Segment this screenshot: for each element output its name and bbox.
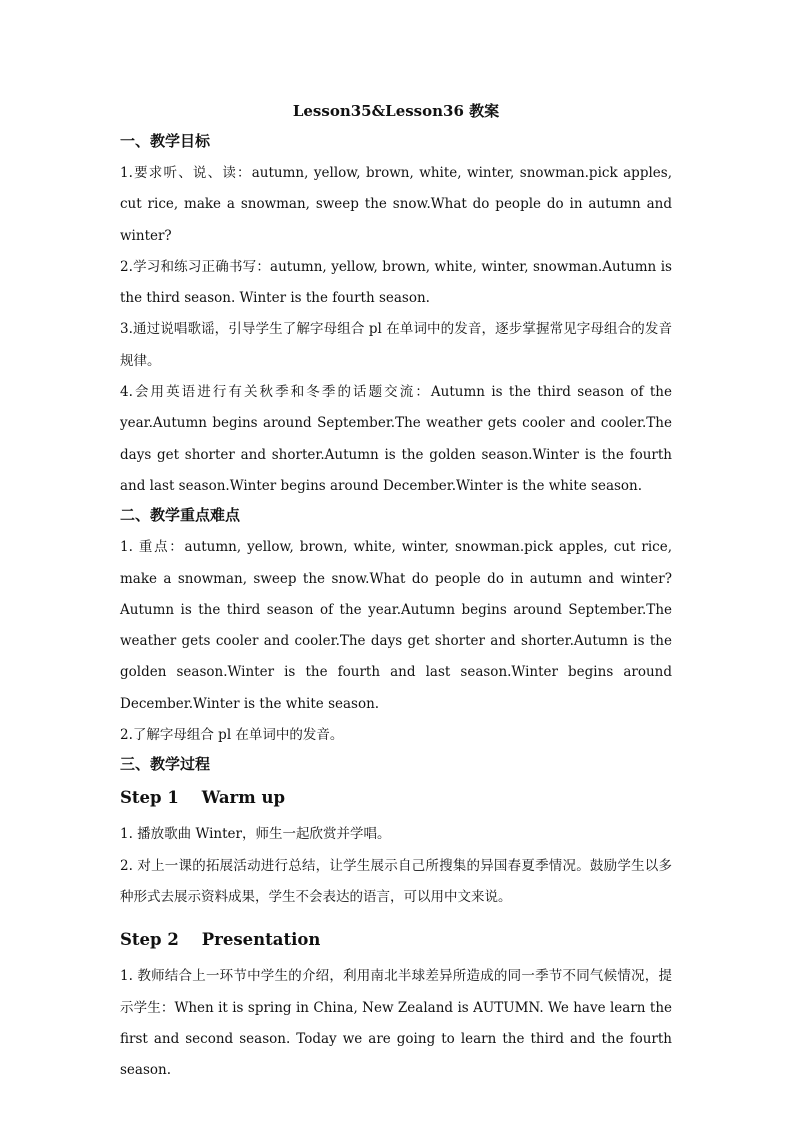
- step-1-title: Step 1 Warm up: [120, 788, 285, 808]
- section-heading-process: 三、教学过程: [120, 755, 211, 774]
- objective-2: 2.学习和练习正确书写：autumn, yellow, brown, white, winter, snowman.Autumn is the third season. Winter is the fourth season.: [120, 258, 672, 307]
- objective-4: 4.会用英语进行有关秋季和冬季的话题交流：Autumn is the third season of the year.Autumn begins around September.The weather gets cooler and cooler.The days get shorter and shorter.Autumn is the golden season.Winter is the fourth and last season.Winter begins around December.Winter is the white season.: [120, 384, 672, 494]
- step-1-item-2: 2. 对上一课的拓展活动进行总结，让学生展示自己所搜集的异国春夏季情况。鼓励学生以多种形式去展示资料成果，学生不会表达的语言，可以用中文来说。: [120, 857, 672, 905]
- key-point-1: 1. 重点：autumn, yellow, brown, white, winter, snowman.pick apples, cut rice, make a snowman, sweep the snow.What do people do in autumn and winter?Autumn is the third season of the year.Autumn begins around September.The weather gets cooler and cooler.The days get shorter and shorter.Autumn is the golden season.Winter is the fourth and last season.Winter begins around December.Winter is the white season.: [120, 539, 672, 712]
- objective-1: 1.要求听、说、读：autumn, yellow, brown, white, winter, snowman.pick apples, cut rice, make a snowman, sweep the snow.What do people do in autumn and winter?: [120, 165, 672, 244]
- step-1-item-1: 1. 播放歌曲 Winter，师生一起欣赏并学唱。: [120, 826, 391, 843]
- key-point-2: 2.了解字母组合 pl 在单词中的发音。: [120, 727, 344, 744]
- step-2-title: Step 2 Presentation: [120, 930, 321, 950]
- section-heading-objectives: 一、教学目标: [120, 132, 211, 150]
- objective-3: 3.通过说唱歌谣，引导学生了解字母组合 pl 在单词中的发音，逐步掌握常见字母组合的发音规律。: [120, 321, 672, 369]
- document-title: Lesson35&Lesson36 教案: [292, 102, 500, 120]
- document-body: [120, 100, 672, 1086]
- section-heading-key-points: 二、教学重点难点: [120, 506, 241, 525]
- step-2-item-1: 1. 教师结合上一环节中学生的介绍，利用南北半球差异所造成的同一季节不同气候情况，提示学生：When it is spring in China, New Zealand is AUTUMN. We have learn the first and second season. Today we are going to learn the third and the fourth season.: [120, 968, 672, 1079]
